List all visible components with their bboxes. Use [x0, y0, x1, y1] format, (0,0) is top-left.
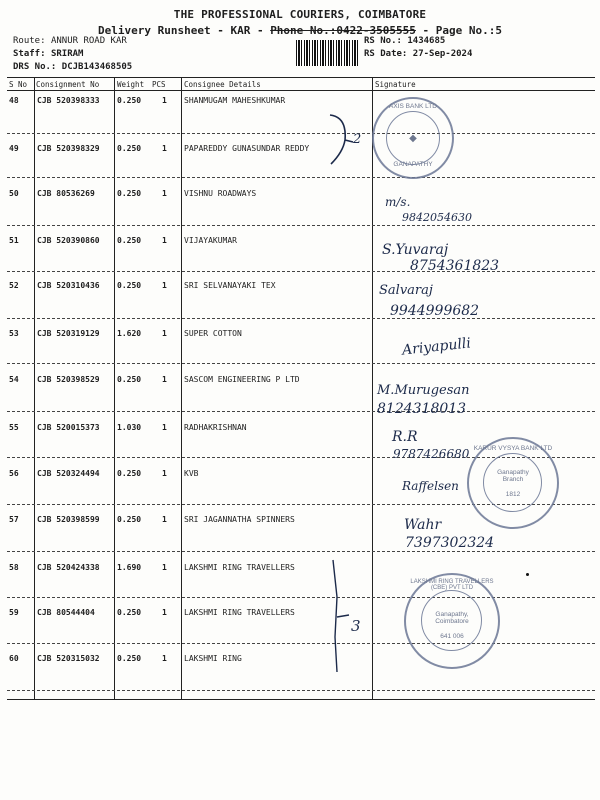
row-pcs: 1 [162, 375, 167, 384]
drs-value: DCJB143468505 [61, 62, 133, 72]
row-consignee: LAKSHMI RING TRAVELLERS [184, 608, 295, 617]
subtitle-prefix: Delivery Runsheet - KAR - [98, 24, 271, 37]
ink-dot [526, 573, 529, 576]
row-separator [7, 643, 595, 644]
row-weight: 0.250 [117, 236, 142, 245]
row-weight: 0.250 [117, 189, 142, 198]
row-consignment: CJB 520319129 [37, 329, 100, 338]
row-consignment: CJB 520398529 [37, 375, 100, 384]
rs-no-line [364, 36, 445, 46]
barcode [296, 40, 358, 66]
row-weight: 0.250 [117, 515, 142, 524]
row-pcs: 1 [162, 96, 167, 105]
bracket-count-1: 2 [353, 132, 362, 147]
row-sno: 48 [9, 96, 19, 105]
row-separator [7, 363, 595, 364]
row-consignee: RADHAKRISHNAN [184, 423, 247, 432]
row-consignee: SASCOM ENGINEERING P LTD [184, 375, 300, 384]
row-weight: 0.250 [117, 654, 142, 663]
row-consignee: VIJAYAKUMAR [184, 236, 237, 245]
row-weight: 0.250 [117, 375, 142, 384]
row-weight: 1.690 [117, 563, 142, 572]
row-sno: 52 [9, 281, 19, 290]
col-header-consignment: Consignment No [36, 80, 100, 89]
signature-55-phone: 9787426680 [393, 447, 470, 461]
row-consignment: CJB 520390860 [37, 236, 100, 245]
col-header-consignee: Consignee Details [184, 80, 261, 89]
route-label: Route: [13, 36, 46, 46]
row-consignment: CJB 80544404 [37, 608, 95, 617]
row-consignee: SHANMUGAM MAHESHKUMAR [184, 96, 286, 105]
row-consignee: SRI JAGANNATHA SPINNERS [184, 515, 295, 524]
row-consignment: CJB 520424338 [37, 563, 100, 572]
row-consignee: PAPAREDDY GUNASUNDAR REDDY [184, 144, 310, 153]
row-pcs: 1 [162, 563, 167, 572]
row-pcs: 1 [162, 654, 167, 663]
row-pcs: 1 [162, 189, 167, 198]
col-header-pcs: PCS [152, 80, 166, 89]
row-consignment: CJB 520398329 [37, 144, 100, 153]
signature-53: Ariyapulli [401, 335, 472, 359]
row-pcs: 1 [162, 608, 167, 617]
staff-line [13, 49, 83, 59]
row-weight: 0.250 [117, 144, 142, 153]
row-separator [7, 271, 595, 272]
row-separator [7, 551, 595, 552]
row-pcs: 1 [162, 329, 167, 338]
kvb-stamp-code: 1812 [505, 491, 521, 498]
company-title: THE PROFESSIONAL COURIERS, COIMBATORE [173, 8, 427, 21]
header-rule [7, 90, 595, 91]
axis-bank-stamp [372, 97, 454, 179]
rs-date-value: 27-Sep-2024 [412, 49, 473, 59]
kvb-stamp-branch: Ganapathy Branch [497, 469, 529, 483]
row-weight: 1.030 [117, 423, 142, 432]
row-weight: 0.250 [117, 469, 142, 478]
signature-56: Raffelsen [402, 479, 459, 493]
row-consignee: KVB [184, 469, 199, 478]
row-sno: 51 [9, 236, 19, 245]
row-pcs: 1 [162, 144, 167, 153]
row-pcs: 1 [162, 281, 167, 290]
axis-stamp-branch: GANAPATHY [393, 161, 433, 168]
drs-label: DRS No.: [13, 62, 57, 72]
row-separator [7, 177, 595, 178]
col-divider [372, 77, 373, 700]
signature-52-name: Salvaraj [379, 283, 433, 298]
signature-54-name: M.Murugesan [377, 383, 470, 398]
row-separator [7, 318, 595, 319]
rs-date-label: RS Date: [364, 49, 408, 59]
row-sno: 54 [9, 375, 19, 384]
col-divider [34, 77, 35, 700]
row-sno: 57 [9, 515, 19, 524]
rs-no-value: 1434685 [407, 36, 446, 46]
row-consignee: VISHNU ROADWAYS [184, 189, 257, 198]
signature-54-phone: 8124318013 [377, 401, 467, 417]
row-weight: 1.620 [117, 329, 142, 338]
staff-label: Staff: [13, 49, 46, 59]
rs-date-line [364, 49, 472, 59]
row-sno: 49 [9, 144, 19, 153]
row-sno: 55 [9, 423, 19, 432]
row-pcs: 1 [162, 423, 167, 432]
row-weight: 0.250 [117, 96, 142, 105]
col-header-sno: S No [9, 80, 28, 89]
row-separator [7, 225, 595, 226]
axis-stamp-mark: ◆ [409, 133, 417, 144]
col-header-weight: Weight [117, 80, 145, 89]
col-divider [114, 77, 115, 700]
row-consignment: CJB 520015373 [37, 423, 100, 432]
row-separator [7, 690, 595, 691]
kvb-stamp-text: KARUR VYSYA BANK LTD [473, 445, 553, 452]
row-sno: 59 [9, 608, 19, 617]
signature-51-name: S.Yuvaraj [382, 242, 449, 258]
row-separator [7, 133, 595, 134]
row-sno: 53 [9, 329, 19, 338]
drs-line [13, 62, 132, 72]
bracket-count-2: 3 [351, 617, 361, 635]
rs-no-label: RS No.: [364, 36, 402, 46]
runsheet-table [7, 77, 595, 700]
row-consignee: LAKSHMI RING [184, 654, 242, 663]
row-weight: 0.250 [117, 608, 142, 617]
bracket-mark-2 [329, 557, 353, 677]
signature-57-phone: 7397302324 [405, 535, 495, 551]
row-sno: 58 [9, 563, 19, 572]
signature-50-phone: 9842054630 [402, 211, 472, 224]
lrt-stamp-address: Ganapathy, Coimbatore [435, 611, 469, 625]
row-weight: 0.250 [117, 281, 142, 290]
row-consignment: CJB 520324494 [37, 469, 100, 478]
signature-51-phone: 8754361823 [410, 258, 500, 274]
signature-50-name: m/s. [385, 195, 411, 209]
row-consignment: CJB 80536269 [37, 189, 95, 198]
signature-55-name: R.R [392, 429, 418, 445]
kvb-stamp [467, 437, 559, 529]
staff-value: SRIRAM [50, 49, 84, 59]
row-consignment: CJB 520315032 [37, 654, 100, 663]
axis-stamp-text: AXIS BANK LTD [389, 103, 437, 110]
row-pcs: 1 [162, 469, 167, 478]
row-separator [7, 597, 595, 598]
table-bottom-rule [7, 699, 595, 700]
signature-52-phone: 9944999682 [390, 303, 480, 319]
phone-number: Phone No.:0422-3505555 [270, 24, 416, 37]
route-value: ANNUR ROAD KAR [50, 36, 127, 46]
lrt-stamp-pin: 641 006 [440, 633, 464, 640]
lakshmi-ring-stamp [404, 573, 500, 669]
row-sno: 50 [9, 189, 19, 198]
row-consignment: CJB 520310436 [37, 281, 100, 290]
row-pcs: 1 [162, 515, 167, 524]
row-consignee: SRI SELVANAYAKI TEX [184, 281, 276, 290]
route-line [13, 36, 127, 46]
row-consignee: SUPER COTTON [184, 329, 242, 338]
row-consignment: CJB 520398333 [37, 96, 100, 105]
lrt-stamp-text: LAKSHMI RING TRAVELLERS (CBE) PVT LTD [410, 579, 494, 591]
col-header-signature: Signature [375, 80, 416, 89]
row-consignment: CJB 520398599 [37, 515, 100, 524]
row-sno: 56 [9, 469, 19, 478]
table-top-rule [7, 77, 595, 78]
row-consignee: LAKSHMI RING TRAVELLERS [184, 563, 295, 572]
signature-57-name: Wahr [404, 517, 442, 533]
row-separator [7, 411, 595, 412]
row-pcs: 1 [162, 236, 167, 245]
page-number: - Page No.:5 [415, 24, 502, 37]
col-divider [181, 77, 182, 700]
row-sno: 60 [9, 654, 19, 663]
